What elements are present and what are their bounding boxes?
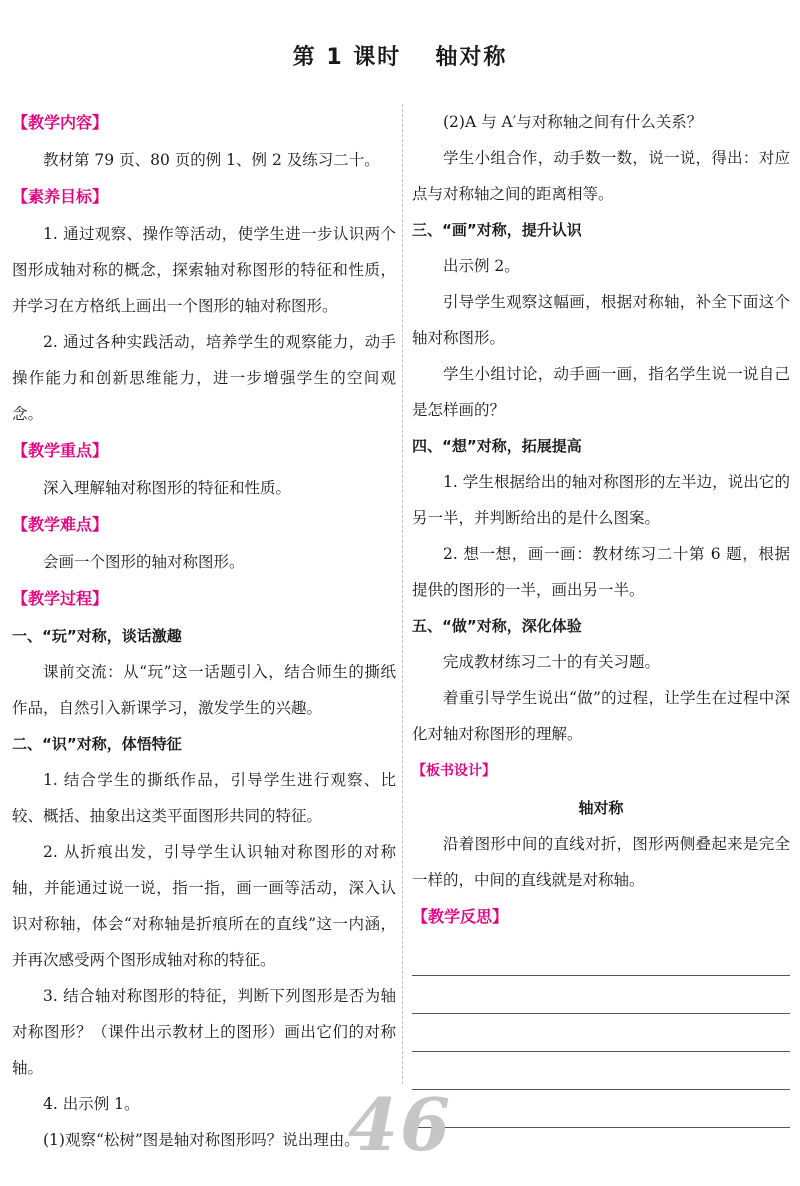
step-3-title: 三、“画”对称，提升认识	[412, 221, 582, 239]
step-1-title: 一、“玩”对称，谈话激趣	[12, 627, 182, 645]
step-2-paragraph-5: (1)观察“松树”图是轴对称图形吗？说出理由。	[43, 1131, 360, 1149]
section-heading-board: 【板书设计】	[412, 763, 496, 779]
section-heading-process: 【教学过程】	[12, 589, 109, 608]
step-2-paragraph-2: 2. 从折痕出发，引导学生认识轴对称图形的对称轴，并能通过说一说，指一指，画一画等活动，深入认识对称轴，体会“对称轴是折痕所在的直线”这一内涵，并再次感受两个图形成轴对称的特征。	[12, 843, 396, 969]
goal-1: 1. 通过观察、操作等活动，使学生进一步认识两个图形成轴对称的概念，探索轴对称图形的特征和性质，并学习在方格纸上画出一个图形的轴对称图形。	[12, 225, 396, 315]
section-heading-goals: 【素养目标】	[12, 187, 109, 206]
section-heading-reflection: 【教学反思】	[412, 907, 509, 926]
step-2-paragraph-3: 3. 结合轴对称图形的特征，判断下列图形是否为轴对称图形？（课件出示教材上的图形）画出它们的对称轴。	[12, 987, 396, 1077]
key-text: 深入理解轴对称图形的特征和性质。	[43, 479, 292, 497]
step-4-title: 四、“想”对称，拓展提高	[412, 437, 582, 455]
step-1-text: 课前交流：从“玩”这一话题引入，结合师生的撕纸作品，自然引入新课学习，激发学生的兴趣。	[12, 663, 396, 717]
step-2-paragraph-4: 4. 出示例 1。	[43, 1095, 140, 1113]
step-5-paragraph-1: 完成教材练习二十的有关习题。	[443, 653, 661, 671]
writing-line	[412, 938, 790, 976]
lesson-topic: 轴对称	[435, 45, 508, 70]
step-3-paragraph-2: 引导学生观察这幅画，根据对称轴，补全下面这个轴对称图形。	[412, 293, 790, 347]
step-2-title: 二、“识”对称，体悟特征	[12, 735, 182, 753]
section-heading-key: 【教学重点】	[12, 441, 109, 460]
right-column	[412, 104, 790, 1128]
question-2: (2)A 与 A′与对称轴之间有什么关系？	[443, 113, 703, 131]
section-heading-difficulty: 【教学难点】	[12, 515, 109, 534]
step-4-paragraph-1: 1. 学生根据给出的轴对称图形的左半边，说出它的另一半，并判断给出的是什么图案。	[412, 473, 790, 527]
section-heading-content: 【教学内容】	[12, 113, 109, 132]
writing-line	[412, 976, 790, 1014]
step-3-paragraph-3: 学生小组讨论，动手画一画，指名学生说一说自己是怎样画的？	[412, 365, 790, 419]
step-5-paragraph-2: 着重引导学生说出“做”的过程，让学生在过程中深化对轴对称图形的理解。	[412, 689, 790, 743]
difficulty-text: 会画一个图形的轴对称图形。	[43, 553, 245, 571]
page-title	[0, 40, 800, 71]
lesson-label: 第 1 课时	[292, 45, 402, 70]
page-number: 46	[347, 1082, 453, 1167]
content-text: 教材第 79 页、80 页的例 1、例 2 及练习二十。	[43, 151, 380, 169]
goal-2: 2. 通过各种实践活动，培养学生的观察能力，动手操作能力和创新思维能力，进一步增强学生的空间观念。	[12, 333, 396, 423]
step-4-paragraph-2: 2. 想一想，画一画：教材练习二十第 6 题，根据提供的图形的一半，画出另一半。	[412, 545, 790, 599]
step-2-paragraph-1: 1. 结合学生的撕纸作品，引导学生进行观察、比较、概括、抽象出这类平面图形共同的特征。	[12, 771, 396, 825]
column-divider	[402, 104, 403, 1084]
board-title: 轴对称	[578, 799, 624, 817]
board-text: 沿着图形中间的直线对折，图形两侧叠起来是完全一样的，中间的直线就是对称轴。	[412, 835, 790, 889]
writing-line	[412, 1014, 790, 1052]
question-2-answer: 学生小组合作，动手数一数，说一说，得出：对应点与对称轴之间的距离相等。	[412, 149, 790, 203]
step-3-paragraph-1: 出示例 2。	[443, 257, 520, 275]
left-column	[12, 104, 396, 1158]
step-5-title: 五、“做”对称，深化体验	[412, 617, 582, 635]
